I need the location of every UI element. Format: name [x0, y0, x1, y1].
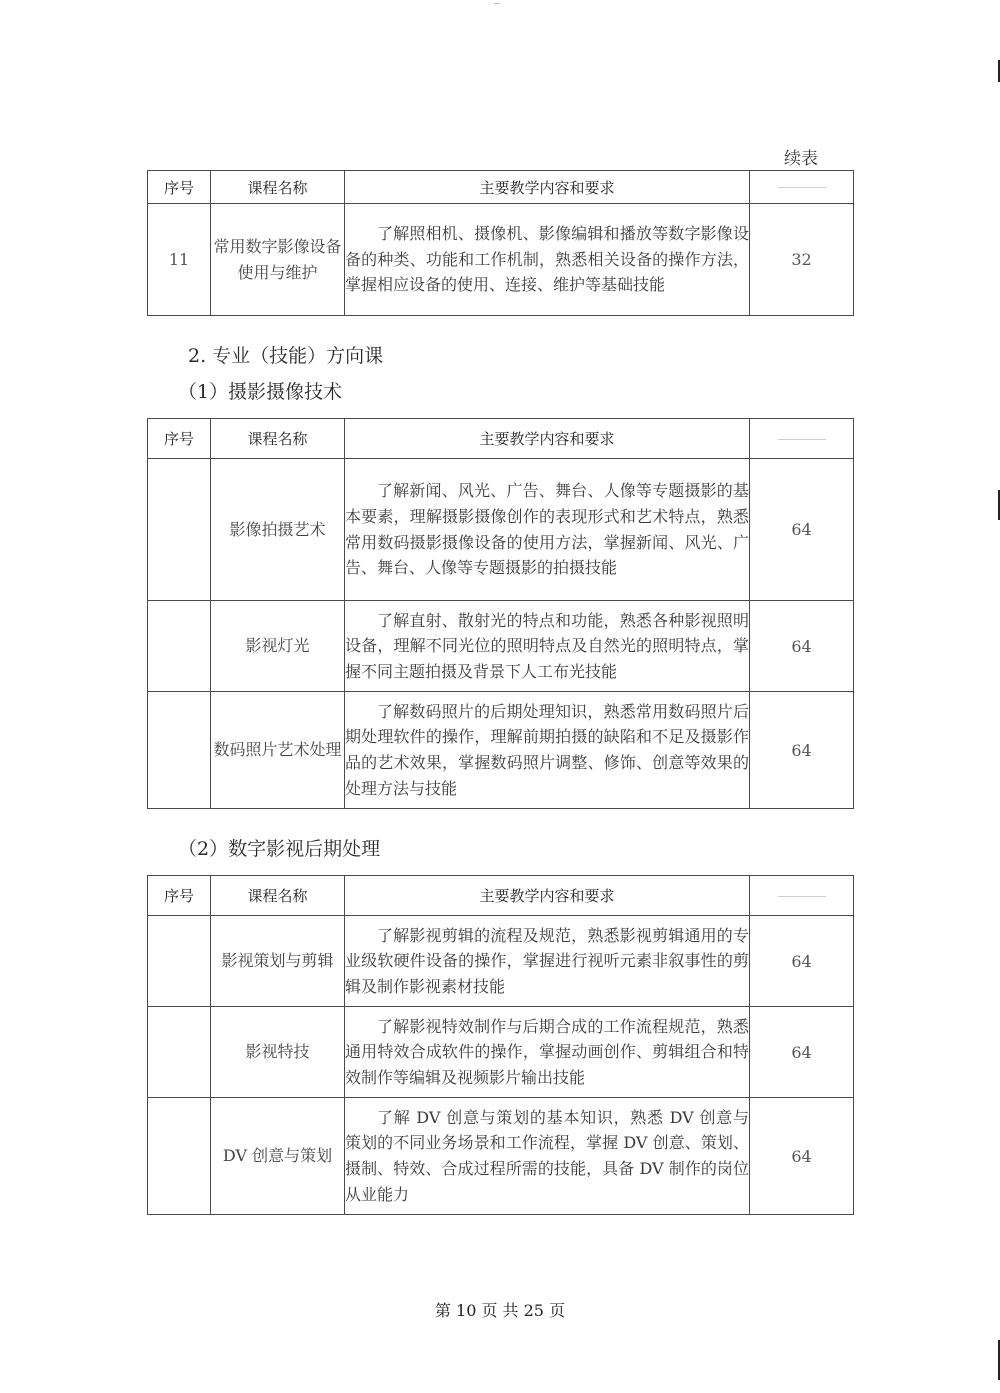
course-hours: 64 — [750, 459, 854, 601]
header-content: 主要教学内容和要求 — [345, 876, 750, 916]
table-row — [148, 692, 854, 809]
row-no — [148, 1098, 211, 1215]
table-row — [148, 916, 854, 1007]
course-table-continued — [147, 170, 854, 316]
course-hours: 64 — [750, 916, 854, 1007]
header-content: 主要教学内容和要求 — [345, 171, 750, 204]
table-row — [148, 601, 854, 692]
course-content: 了解新闻、风光、广告、舞台、人像等专题摄影的基本要素，理解摄影摄像创作的表现形式和艺术特点，熟悉常用数码摄影摄像设备的使用方法，掌握新闻、风光、广告、舞台、人像等专题摄影的拍摄技能 — [345, 459, 750, 601]
course-content: 了解影视剪辑的流程及规范，熟悉影视剪辑通用的专业级软硬件设备的操作，掌握进行视听元素非叙事性的剪辑及制作影视素材技能 — [345, 916, 750, 1007]
table-header-row — [148, 419, 854, 459]
table-row — [148, 459, 854, 601]
table-header-row — [148, 171, 854, 204]
table-row — [148, 204, 854, 316]
section-heading: 2. 专业（技能）方向课 — [188, 345, 384, 367]
course-table-post-production — [147, 875, 854, 1215]
row-no — [148, 601, 211, 692]
course-content: 了解 DV 创意与策划的基本知识，熟悉 DV 创意与策划的不同业务场景和工作流程，掌握 DV 创意、策划、摄制、特效、合成过程所需的技能，具备 DV 制作的岗位从业能力 — [345, 1098, 750, 1215]
subsection-heading-1: （1）摄影摄像技术 — [178, 381, 343, 403]
header-no: 序号 — [148, 876, 211, 916]
course-name: 影视特技 — [211, 1007, 345, 1098]
course-content: 了解数码照片的后期处理知识，熟悉常用数码照片后期处理软件的操作，理解前期拍摄的缺陷和不足及摄影作品的艺术效果，掌握数码照片调整、修饰、创意等效果的处理方法与技能 — [345, 692, 750, 809]
header-course-name: 课程名称 — [211, 876, 345, 916]
course-name: 影视灯光 — [211, 601, 345, 692]
course-hours: 64 — [750, 601, 854, 692]
course-name: DV 创意与策划 — [211, 1098, 345, 1215]
course-name: 常用数字影像设备使用与维护 — [211, 204, 345, 316]
course-hours: 32 — [750, 204, 854, 316]
course-hours: 64 — [750, 1098, 854, 1215]
header-hours — [750, 876, 854, 916]
header-course-name: 课程名称 — [211, 171, 345, 204]
subsection-heading-2: （2）数字影视后期处理 — [178, 838, 381, 860]
course-name: 影视策划与剪辑 — [211, 916, 345, 1007]
header-no: 序号 — [148, 171, 211, 204]
row-no — [148, 692, 211, 809]
table-row — [148, 1007, 854, 1098]
course-hours: 64 — [750, 692, 854, 809]
continued-table-label: 续表 — [784, 149, 818, 169]
row-no — [148, 916, 211, 1007]
row-no: 11 — [148, 204, 211, 316]
row-no — [148, 459, 211, 601]
header-hours — [750, 419, 854, 459]
course-name: 影像拍摄艺术 — [211, 459, 345, 601]
table-row — [148, 1098, 854, 1215]
row-no — [148, 1007, 211, 1098]
page-footer: 第 10 页 共 25 页 — [434, 1301, 566, 1320]
course-name: 数码照片艺术处理 — [211, 692, 345, 809]
header-hours — [750, 171, 854, 204]
header-no: 序号 — [148, 419, 211, 459]
table-header-row — [148, 876, 854, 916]
course-content: 了解照相机、摄像机、影像编辑和播放等数字影像设备的种类、功能和工作机制，熟悉相关设备的操作方法，掌握相应设备的使用、连接、维护等基础技能 — [345, 204, 750, 316]
header-course-name: 课程名称 — [211, 419, 345, 459]
course-content: 了解影视特效制作与后期合成的工作流程规范，熟悉通用特效合成软件的操作，掌握动画创作、剪辑组合和特效制作等编辑及视频影片输出技能 — [345, 1007, 750, 1098]
course-hours: 64 — [750, 1007, 854, 1098]
course-content: 了解直射、散射光的特点和功能，熟悉各种影视照明设备，理解不同光位的照明特点及自然光的照明特点，掌握不同主题拍摄及背景下人工布光技能 — [345, 601, 750, 692]
top-edge-mark — [494, 0, 500, 4]
header-content: 主要教学内容和要求 — [345, 419, 750, 459]
course-table-photography — [147, 418, 854, 809]
